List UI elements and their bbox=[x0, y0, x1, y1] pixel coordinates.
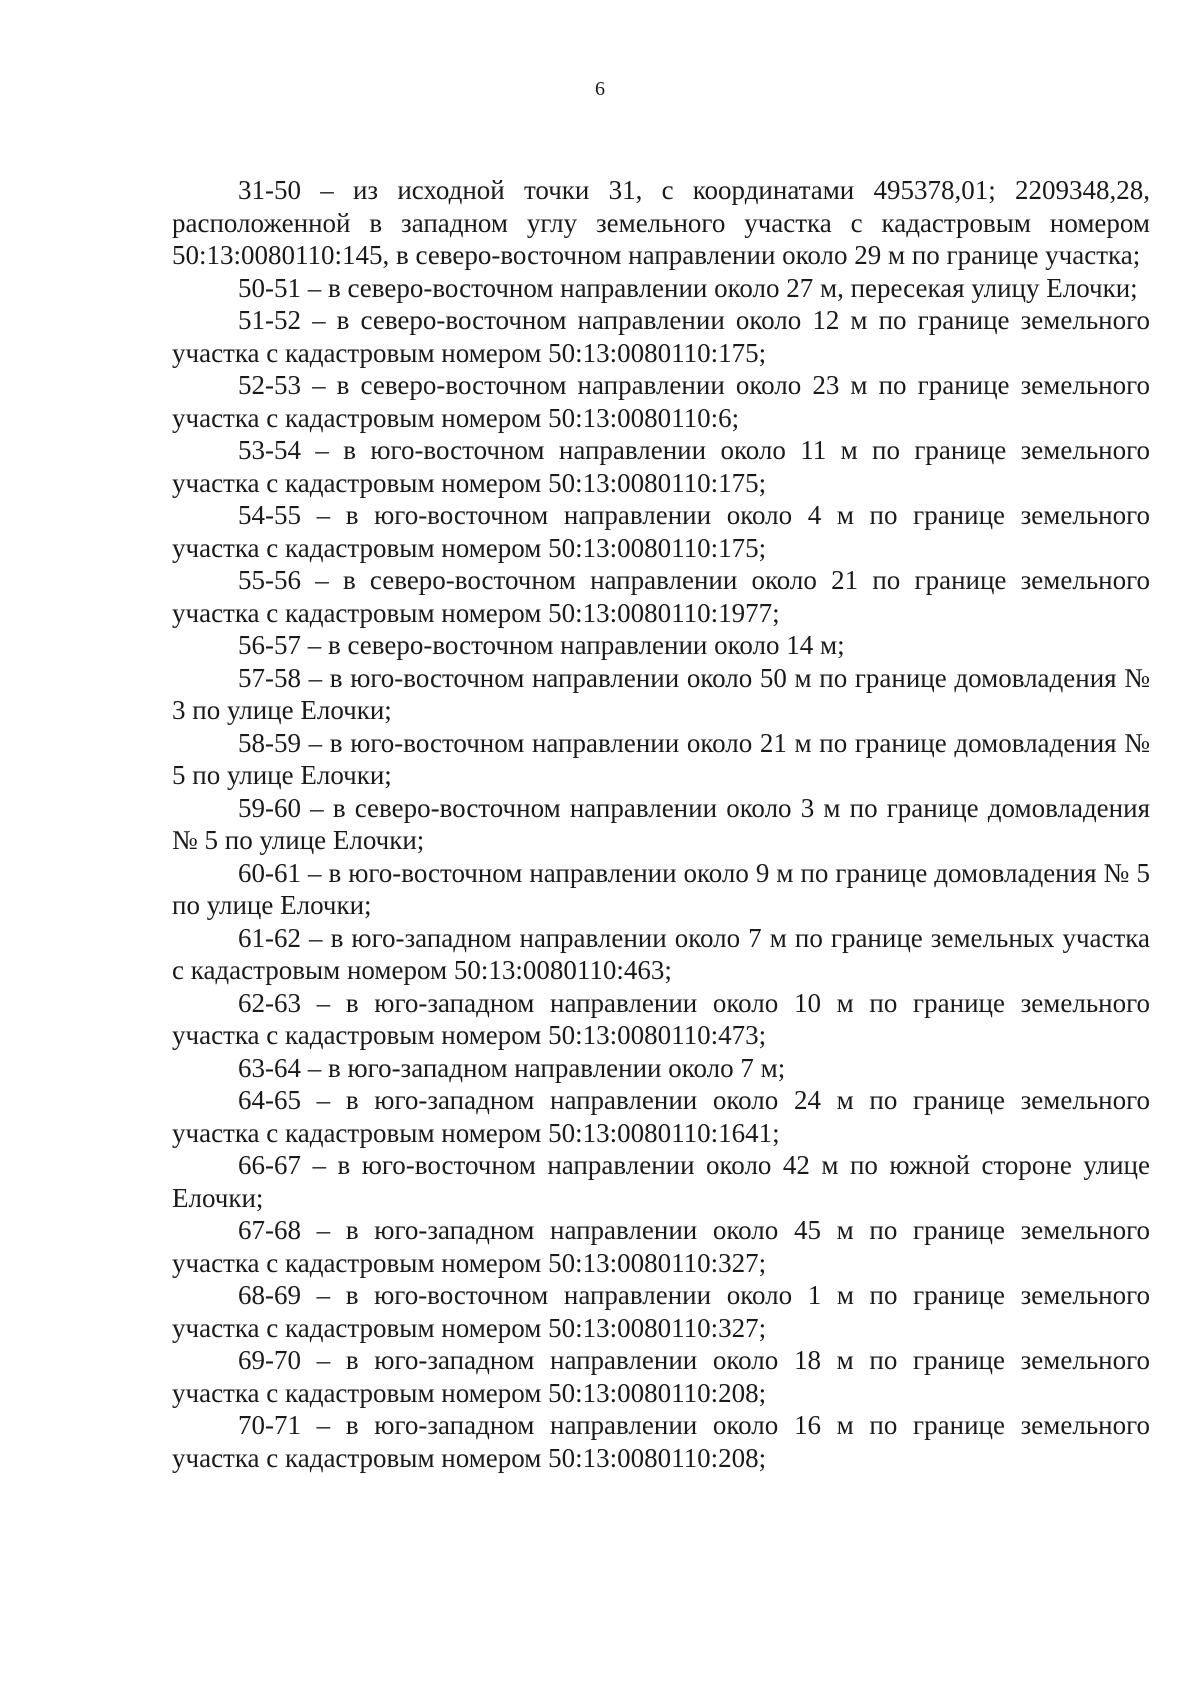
paragraph-64-65: 64-65 – в юго-западном направлении около 24 м по границе земельного участка с кадастровым номером 50:13:0080110:1641; bbox=[172, 1085, 1150, 1148]
paragraph-69-70: 69-70 – в юго-западном направлении около 18 м по границе земельного участка с кадастровым номером 50:13:0080110:208; bbox=[172, 1345, 1150, 1408]
paragraph-55-56: 55-56 – в северо-восточном направлении около 21 по границе земельного участка с кадастровым номером 50:13:0080110:1977; bbox=[172, 565, 1150, 628]
paragraph-63-64: 63-64 – в юго-западном направлении около 7 м; bbox=[238, 1052, 786, 1083]
paragraph-52-53: 52-53 – в северо-восточном направлении около 23 м по границе земельного участка с кадастровым номером 50:13:0080110:6; bbox=[172, 370, 1150, 433]
paragraph-60-61: 60-61 – в юго-восточном направлении около 9 м по границе домовладения № 5 по улице Елочки; bbox=[172, 857, 1150, 920]
paragraph-50-51: 50-51 – в северо-восточном направлении около 27 м, пересекая улицу Елочки; bbox=[238, 272, 1138, 303]
paragraph-51-52: 51-52 – в северо-восточном направлении около 12 м по границе земельного участка с кадастровым номером 50:13:0080110:175; bbox=[172, 305, 1150, 368]
paragraph-57-58: 57-58 – в юго-восточном направлении около 50 м по границе домовладения № 3 по улице Елочки; bbox=[172, 662, 1150, 725]
paragraph-68-69: 68-69 – в юго-восточном направлении около 1 м по границе земельного участка с кадастровым номером 50:13:0080110:327; bbox=[172, 1280, 1150, 1343]
paragraph-61-62: 61-62 – в юго-западном направлении около 7 м по границе земельных участка с кадастровым номером 50:13:0080110:463; bbox=[172, 922, 1150, 985]
paragraph-54-55: 54-55 – в юго-восточном направлении около 4 м по границе земельного участка с кадастровым номером 50:13:0080110:175; bbox=[172, 500, 1150, 563]
page-number: 6 bbox=[595, 78, 605, 100]
paragraph-59-60: 59-60 – в северо-восточном направлении около 3 м по границе домовладения № 5 по улице Елочки; bbox=[172, 792, 1150, 855]
paragraph-31-50: 31-50 – из исходной точки 31, с координатами 495378,01; 2209348,28, расположенной в западном углу земельного участка с кадастровым номером 50:13:0080110:145, в северо-восточном направлении около 29 м по границе участка; bbox=[172, 175, 1150, 270]
paragraph-56-57: 56-57 – в северо-восточном направлении около 14 м; bbox=[238, 630, 845, 660]
paragraph-66-67: 66-67 – в юго-восточном направлении около 42 м по южной стороне улице Елочки; bbox=[172, 1150, 1150, 1213]
paragraph-70-71: 70-71 – в юго-западном направлении около 16 м по границе земельного участка с кадастровым номером 50:13:0080110:208; bbox=[172, 1410, 1150, 1473]
paragraph-62-63: 62-63 – в юго-западном направлении около 10 м по границе земельного участка с кадастровым номером 50:13:0080110:473; bbox=[172, 987, 1150, 1050]
paragraph-67-68: 67-68 – в юго-западном направлении около 45 м по границе земельного участка с кадастровым номером 50:13:0080110:327; bbox=[172, 1215, 1150, 1278]
paragraph-53-54: 53-54 – в юго-восточном направлении около 11 м по границе земельного участка с кадастровым номером 50:13:0080110:175; bbox=[172, 435, 1150, 498]
document-body bbox=[172, 174, 1150, 1474]
paragraph-58-59: 58-59 – в юго-восточном направлении около 21 м по границе домовладения № 5 по улице Елочки; bbox=[172, 727, 1150, 790]
